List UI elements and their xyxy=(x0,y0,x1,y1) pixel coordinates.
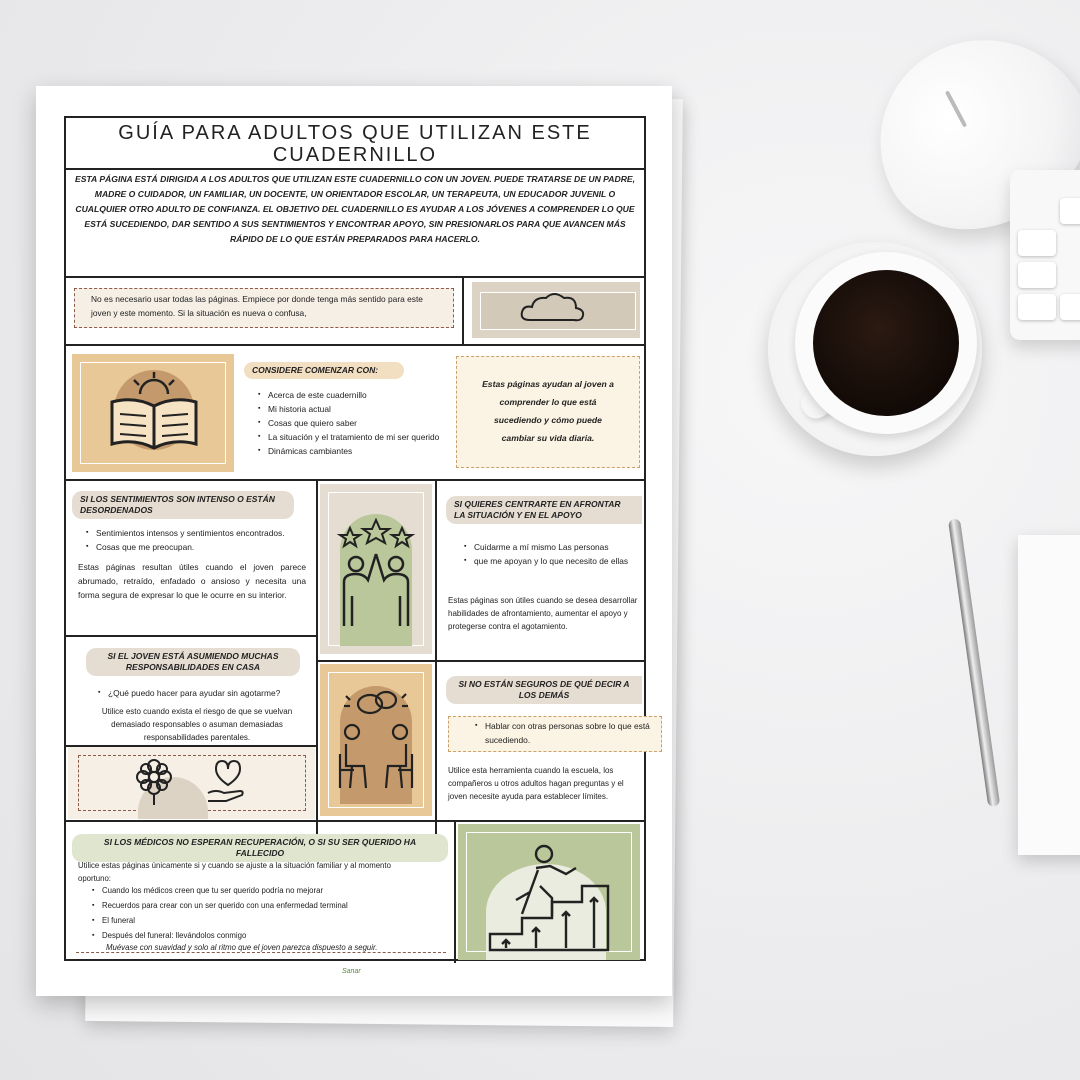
note-box: No es necesario usar todas las páginas. Empiece por donde tenga más sentido para este joven y este momento. Si la situación es nueva o confusa, xyxy=(74,288,454,328)
divider xyxy=(462,276,464,344)
list-item: ▪ Cuidarme a mí mismo Las personas xyxy=(474,540,642,554)
responsibilities-heading: SI EL JOVEN ESTÁ ASUMIENDO MUCHAS RESPONSABILIDADES EN CASA xyxy=(86,648,300,676)
guide-page xyxy=(36,86,672,996)
intro-text: ESTA PÁGINA ESTÁ DIRIGIDA A LOS ADULTOS QUE UTILIZAN ESTE CUADERNILLO CON UN JOVEN. PUEDE TRATARSE DE UN PADRE, MADRE O CUIDADOR, UN FAMILIAR, UN DOCENTE, UN ORIENTADOR ESCOLAR, UN TERAPEUTA, UN EDUCADOR JUVENIL O CUALQUIER OTRO ADULTO DE CONFIANZA. EL OBJETIVO DEL CUADERNILLO ES AYUDAR A LOS JÓVENES A COMPRENDER LO QUE ESTÁ SUCEDIENDO, DAR SENTIDO A SUS SENTIMIENTOS Y ENCONTRAR APOYO, SIN PRESIONARLOS PARA QUE AVANCEN MÁS RÁPIDO DE LO QUE ESTÁN PREPARADOS PARA HACERLO. xyxy=(74,174,636,244)
feelings-list xyxy=(84,526,304,554)
doctors-intro: Utilice estas páginas únicamente si y cuando se ajuste a la situación familiar y al momento oportuno: xyxy=(78,861,391,883)
cloud-icon xyxy=(518,288,588,326)
list-item: ▪ Después del funeral: llevándolos conmigo xyxy=(102,928,440,943)
book-panel xyxy=(72,354,234,472)
list-item: ▪ Recuerdos para crear con un ser querido con una enfermedad terminal xyxy=(102,898,440,913)
divider xyxy=(66,635,317,637)
feelings-heading: SI LOS SENTIMIENTOS SON INTENSO O ESTÁN DESORDENADOS xyxy=(72,491,294,519)
list-item: ▪ Cuando los médicos creen que tu ser querido podría no mejorar xyxy=(102,883,440,898)
consider-list xyxy=(256,388,456,458)
coffee xyxy=(813,270,959,416)
list-item: ▪ ¿Qué puedo hacer para ayudar sin agotarme? xyxy=(108,686,306,700)
open-book-icon xyxy=(104,366,204,461)
flower-heart-icon xyxy=(132,757,252,807)
responsibilities-list xyxy=(96,686,306,700)
stairs-panel xyxy=(458,824,640,960)
notebook xyxy=(1018,535,1080,855)
conversation-icon xyxy=(336,684,416,796)
feelings-body: Estas páginas resultan útiles cuando el joven parece abrumado, retraído, enfadado o ansioso y necesita una forma segura de expresar lo que le ocurre en su interior. xyxy=(78,562,306,600)
divider xyxy=(316,479,318,834)
coping-heading: SI QUIERES CENTRARTE EN AFRONTAR LA SITUACIÓN Y EN EL APOYO xyxy=(446,496,642,524)
high-five-icon xyxy=(336,518,416,628)
footer-logo: Sanar xyxy=(342,968,361,975)
cloud-panel xyxy=(472,282,640,338)
list-item: ▪ Cosas que quiero saber xyxy=(268,416,456,430)
others-body: Utilice esta herramienta cuando la escuela, los compañeros u otros adultos hagan preguntas y el joven necesite ayuda para establecer límites. xyxy=(448,766,624,801)
list-item: ▪ Cosas que me preocupan. xyxy=(96,540,304,554)
doctors-heading: SI LOS MÉDICOS NO ESPERAN RECUPERACIÓN, O SI SU SER QUERIDO HA FALLECIDO xyxy=(72,834,448,862)
list-item: ▪ Acerca de este cuadernillo xyxy=(268,388,456,402)
others-heading: SI NO ESTÁN SEGUROS DE QUÉ DECIR A LOS DEMÁS xyxy=(446,676,642,704)
divider xyxy=(435,479,437,834)
list-item: ▪ Mi historia actual xyxy=(268,402,456,416)
responsibilities-body: Utilice esto cuando exista el riesgo de que se vuelvan demasiado responsables o asuman demasiadas responsabilidades parentales. xyxy=(101,707,293,742)
flower-panel xyxy=(68,747,315,819)
divider xyxy=(66,344,644,346)
divider xyxy=(66,820,644,822)
page-frame xyxy=(64,116,650,961)
climbing-stairs-icon xyxy=(486,842,616,954)
coping-list xyxy=(462,540,642,568)
list-item: ▪ El funeral xyxy=(102,913,440,928)
talking-panel xyxy=(320,664,432,816)
others-list xyxy=(448,716,662,752)
keyboard xyxy=(1010,170,1080,340)
highfive-panel xyxy=(320,484,432,654)
doctors-closing: Muévase con suavidad y solo al ritmo que el joven parezca dispuesto a seguir. xyxy=(106,943,378,952)
consider-heading: CONSIDERE COMENZAR CON: xyxy=(244,362,404,379)
list-item: ▪ Sentimientos intensos y sentimientos encontrados. xyxy=(96,526,304,540)
list-item: ▪ Dinámicas cambiantes xyxy=(268,444,456,458)
divider xyxy=(317,660,644,662)
list-item: ▪ que me apoyan y lo que necesito de ellas xyxy=(474,554,642,568)
divider xyxy=(454,820,456,963)
list-item: ▪ Hablar con otras personas sobre lo que está sucediendo. xyxy=(485,719,651,747)
page-title: GUÍA PARA ADULTOS QUE UTILIZAN ESTE CUADERNILLO xyxy=(66,118,644,170)
coping-body: Estas páginas son útiles cuando se desea desarrollar habilidades de afrontamiento, aumentar el apoyo y protegerse contra el agotamiento. xyxy=(448,596,638,631)
divider xyxy=(66,479,644,481)
doctors-list xyxy=(90,883,440,943)
list-item: ▪ La situación y el tratamiento de mi ser querido xyxy=(268,430,456,444)
consider-callout: Estas páginas ayudan al joven a comprender lo que está sucediendo y cómo puede cambiar su vida diaria. xyxy=(456,356,640,468)
divider xyxy=(66,276,644,278)
doctors-footer-dash xyxy=(76,952,446,958)
